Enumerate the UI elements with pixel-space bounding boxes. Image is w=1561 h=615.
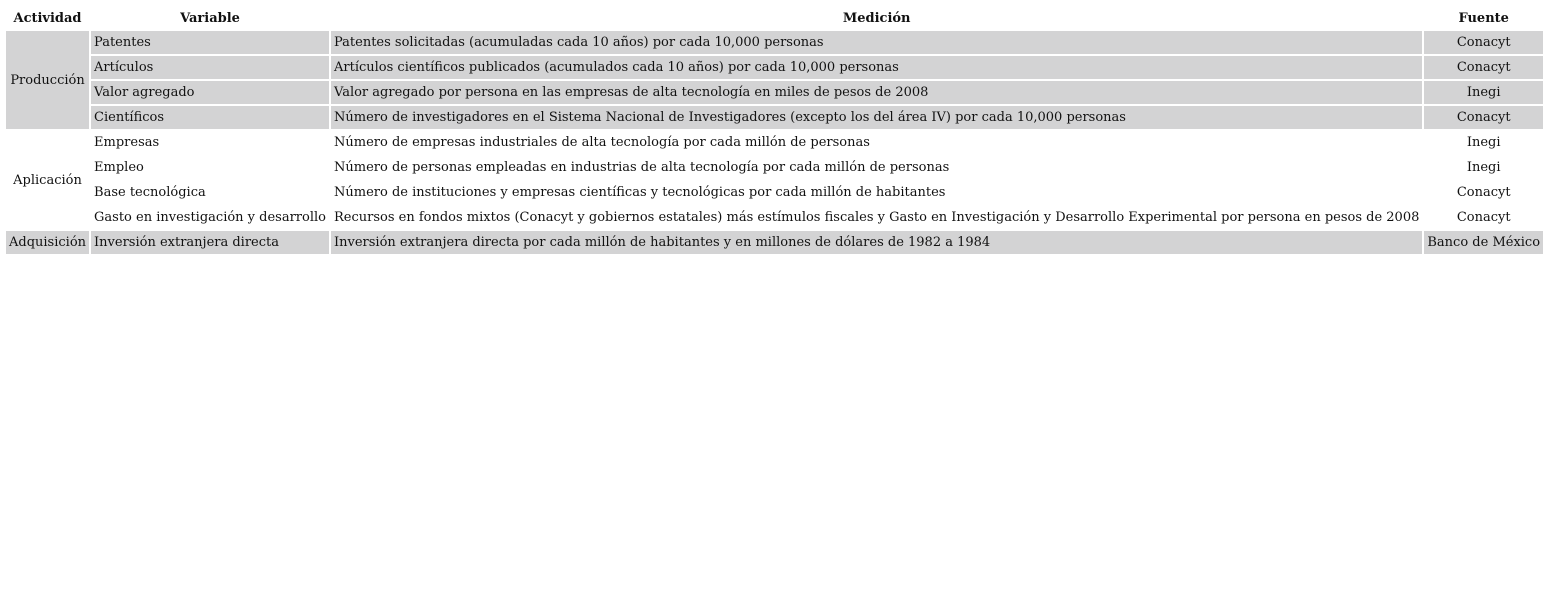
table-container (4, 6, 1545, 256)
fuente-cell: Inegi (1466, 135, 1501, 150)
table-row (6, 56, 1543, 79)
header-actividad: Actividad (13, 11, 82, 26)
variable-cell: Gasto en investigación y desarrollo (94, 210, 326, 225)
fuente-cell: Conacyt (1424, 31, 1543, 54)
fuente-cell: Conacyt (1456, 210, 1511, 225)
table-row (6, 156, 1543, 179)
fuente-cell: Inegi (1466, 160, 1501, 175)
actividad-cell: Adquisición (6, 231, 89, 254)
fuente-cell: Inegi (1424, 81, 1543, 104)
actividad-cell: Aplicación (13, 172, 82, 188)
medicion-cell: Número de empresas industriales de alta tecnología por cada millón de personas (334, 135, 870, 150)
actividad-cell: Producción (6, 31, 89, 129)
variable-cell: Empresas (94, 135, 160, 150)
medicion-cell: Patentes solicitadas (acumuladas cada 10 años) por cada 10,000 personas (331, 31, 1422, 54)
medicion-cell: Recursos en fondos mixtos (Conacyt y gobiernos estatales) más estímulos fiscales y Gasto en Investigación y Desarrollo Experimental por persona en pesos de 2008 (334, 210, 1420, 225)
header-variable: Variable (180, 11, 240, 26)
header-medicion: Medición (842, 11, 911, 26)
fuente-cell: Conacyt (1456, 185, 1511, 200)
medicion-cell: Valor agregado por persona en las empresas de alta tecnología en miles de pesos de 2008 (331, 81, 1422, 104)
table-row (6, 81, 1543, 104)
medicion-cell: Inversión extranjera directa por cada millón de habitantes y en millones de dólares de 1982 a 1984 (331, 231, 1422, 254)
variable-cell: Base tecnológica (94, 185, 206, 200)
table-row (6, 31, 1543, 54)
table-row (6, 131, 1543, 154)
fuente-cell: Conacyt (1424, 106, 1543, 129)
table-row (6, 106, 1543, 129)
variable-cell: Patentes (91, 31, 329, 54)
indicators-table (4, 6, 1545, 256)
fuente-cell: Conacyt (1424, 56, 1543, 79)
variable-cell: Científicos (91, 106, 329, 129)
fuente-cell: Banco de México (1424, 231, 1543, 254)
header-fuente: Fuente (1458, 11, 1509, 26)
table-row (6, 181, 1543, 204)
variable-cell: Empleo (94, 160, 144, 175)
medicion-cell: Artículos científicos publicados (acumulados cada 10 años) por cada 10,000 personas (331, 56, 1422, 79)
medicion-cell: Número de instituciones y empresas científicas y tecnológicas por cada millón de habitantes (334, 185, 946, 200)
medicion-cell: Número de investigadores en el Sistema Nacional de Investigadores (excepto los del área IV) por cada 10,000 personas (331, 106, 1422, 129)
variable-cell: Inversión extranjera directa (91, 231, 329, 254)
variable-cell: Valor agregado (91, 81, 329, 104)
variable-cell: Artículos (91, 56, 329, 79)
table-row (6, 231, 1543, 254)
header-row (6, 8, 1543, 29)
medicion-cell: Número de personas empleadas en industrias de alta tecnología por cada millón de personas (334, 160, 950, 175)
table-row (6, 206, 1543, 229)
